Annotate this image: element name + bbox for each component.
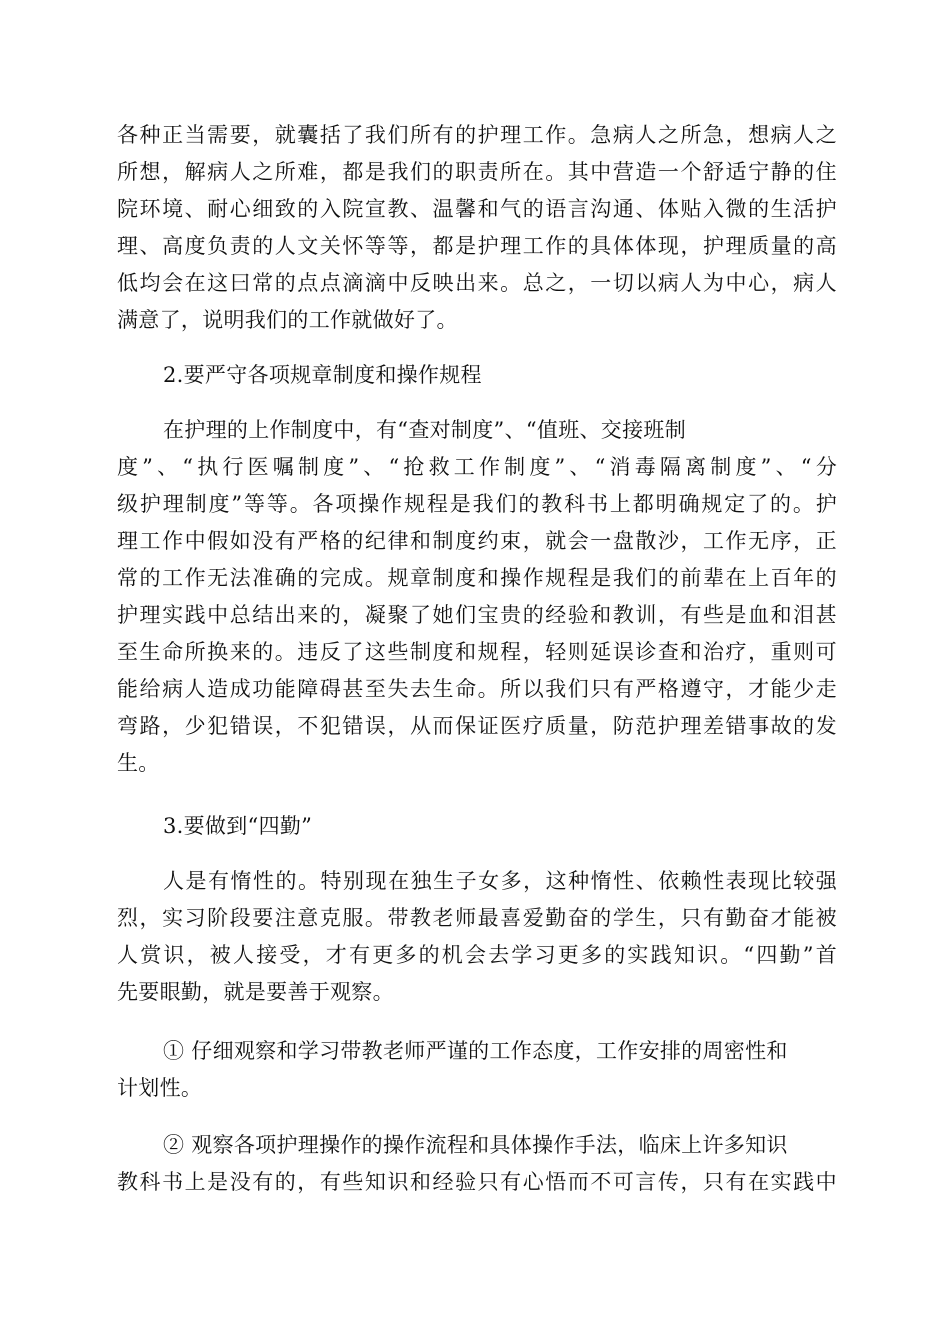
text-line: 级护理制度”等等。各项操作规程是我们的教科书上都明确规定了的。护	[117, 492, 837, 516]
text-line: 弯路，少犯错误，不犯错误，从而保证医疗质量，防范护理差错事故的发	[117, 714, 837, 738]
list-item-2	[117, 1127, 837, 1201]
text-line: 至生命所换来的。违反了这些制度和规程，轻则延误诊查和治疗，重则可	[117, 640, 837, 664]
text-line: 各种正当需要，就囊括了我们所有的护理工作。急病人之所急，想病人之	[117, 123, 837, 147]
text-line: 烈，实习阶段要注意克服。带教老师最喜爱勤奋的学生，只有勤奋才能被	[117, 906, 837, 930]
text-line: 在护理的上作制度中，有“查对制度”、“值班、交接班制	[163, 418, 687, 442]
text-line: 教科书上是没有的，有些知识和经验只有心悟而不可言传，只有在实践中	[117, 1170, 837, 1194]
text-line: ① 仔细观察和学习带教老师严谨的工作态度，工作安排的周密性和	[163, 1039, 788, 1063]
text-line: 理、高度负责的人文关怀等等，都是护理工作的具体体现，护理质量的高	[117, 234, 837, 258]
paragraph-intro	[117, 117, 837, 339]
text-line: 人赏识，被人接受，才有更多的机会去学习更多的实践知识。“四勤”首	[117, 943, 837, 967]
section-heading-2	[117, 357, 837, 394]
list-item-1	[117, 1033, 837, 1107]
text-line: 常的工作无法准确的完成。规章制度和操作规程是我们的前辈在上百年的	[117, 566, 837, 590]
text-line: 先要眼勤，就是要善于观察。	[117, 980, 394, 1004]
text-line: ② 观察各项护理操作的操作流程和具体操作手法，临床上许多知识	[163, 1133, 788, 1157]
text-line: 生。	[117, 751, 160, 775]
text-line: 计划性。	[117, 1076, 203, 1100]
heading-text: 3.要做到“四勤”	[163, 814, 313, 838]
section-heading-3	[117, 808, 837, 845]
text-line: 满意了，说明我们的工作就做好了。	[117, 308, 458, 332]
paragraph-rules	[117, 412, 837, 782]
text-line: 人是有惰性的。特别现在独生子女多，这种惰性、依赖性表现比较强	[163, 869, 837, 893]
text-line: 低均会在这曰常的点点滴滴中反映出来。总之，一切以病人为中心，病人	[117, 271, 837, 295]
text-line: 所想，解病人之所难，都是我们的职责所在。其中营造一个舒适宁静的住	[117, 160, 837, 184]
text-line: 护理实践中总结出来的，凝聚了她们宝贵的经验和教训，有些是血和泪甚	[117, 603, 837, 627]
paragraph-diligence	[117, 863, 837, 1011]
heading-text: 2.要严守各项规章制度和操作规程	[163, 363, 482, 387]
text-line: 理工作中假如没有严格的纪律和制度约束，就会一盘散沙，工作无序，正	[117, 529, 837, 553]
text-line: 度”、“执行医嘱制度”、“抢救工作制度”、“消毒隔离制度”、“分	[117, 455, 837, 479]
text-line: 院环境、耐心细致的入院宣教、温馨和气的语言沟通、体贴入微的生活护	[117, 197, 837, 221]
text-line: 能给病人造成功能障碍甚至失去生命。所以我们只有严格遵守，才能少走	[117, 677, 837, 701]
